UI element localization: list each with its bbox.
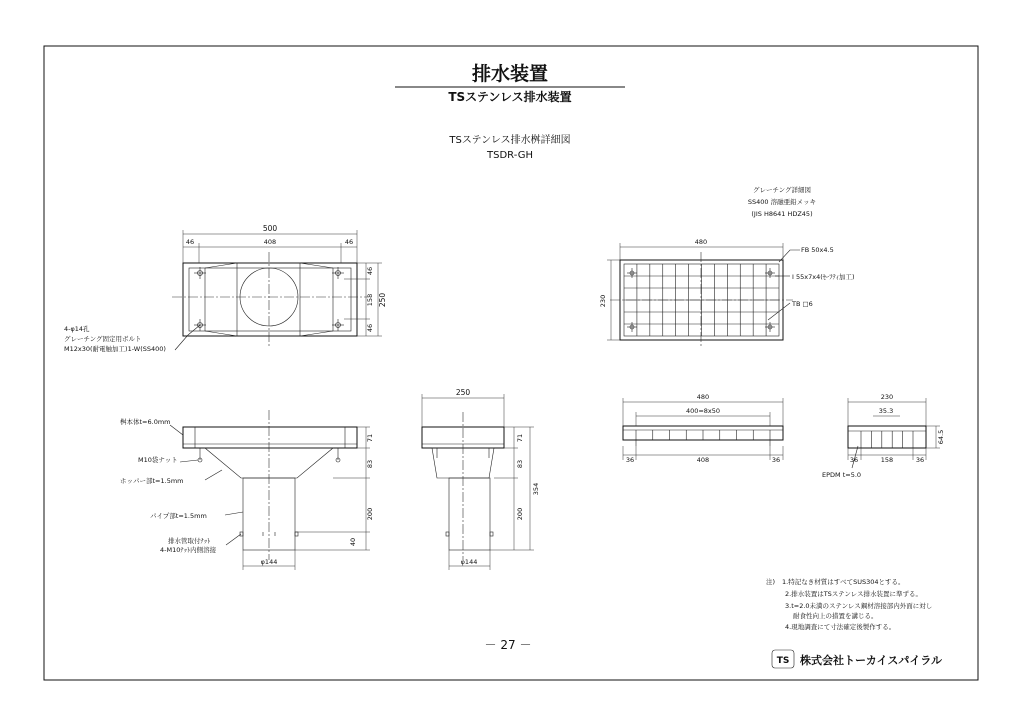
front-label-nut: M10袋ナット — [138, 456, 178, 464]
note-item-4: 4.現地調査にて寸法確定後製作する。 — [785, 623, 896, 631]
drawing-model: TSDR-GH — [487, 150, 533, 161]
grating-side-dim-left: 36 — [849, 456, 859, 464]
plan-view — [64, 224, 387, 353]
grating-side-view — [822, 393, 945, 479]
grating-front-dim-pitch: 400=8x50 — [685, 407, 721, 415]
plan-outer — [183, 263, 357, 336]
company-name: 株式会社トーカイスパイラル — [800, 654, 943, 667]
front-label-weld-2: 4-M10ﾅｯﾄ内側溶接 — [160, 546, 217, 554]
front-label-body: 桝本体t=6.0mm — [120, 418, 171, 426]
grating-side-dim-h: 64.5 — [937, 429, 945, 445]
note-item-1: 1.特記なき材質はすべてSUS304とする。 — [782, 578, 905, 586]
front-label-hopper: ホッパー部t=1.5mm — [120, 477, 184, 485]
grating-standard: (JIS H8641 HDZ45) — [751, 210, 813, 218]
side-dim-dia: φ144 — [460, 558, 478, 566]
plan-dim-top: 46 — [366, 266, 374, 276]
header-title: 排水装置 — [471, 63, 549, 85]
plan-dim-right: 46 — [344, 238, 354, 246]
notes-lead: 注) — [766, 578, 776, 586]
drawing-title: TSステンレス排水桝詳細図 — [449, 135, 571, 146]
plan-dim-height: 250 — [378, 292, 387, 308]
side-dim-71: 71 — [516, 433, 524, 443]
front-view — [120, 410, 374, 570]
side-dim-83: 83 — [516, 459, 524, 469]
grating-side-dim-center: 158 — [880, 456, 894, 464]
side-dim-200: 200 — [516, 507, 524, 521]
front-label-weld-1: 排水管取付ﾅｯﾄ — [168, 537, 211, 545]
grating-front-dim-right: 36 — [771, 456, 781, 464]
grating-side-dim-total: 230 — [880, 393, 894, 401]
plan-note-2: グレーチング固定用ボルト — [64, 335, 142, 343]
side-dim-354: 354 — [532, 482, 540, 496]
side-view — [422, 388, 540, 570]
page-number: － 27 － — [484, 638, 532, 652]
side-dim-width: 250 — [455, 388, 471, 397]
grating-dim-width: 480 — [694, 238, 708, 246]
notes-block — [766, 577, 932, 631]
grating-side-dim-right: 36 — [915, 456, 925, 464]
logo-mark: TS — [776, 656, 790, 666]
front-label-pipe: パイプ部t=1.5mm — [150, 512, 207, 520]
grating-title: グレーチング詳細図 — [752, 186, 812, 194]
grating-front-dim-left: 36 — [625, 456, 635, 464]
plan-dim-bottom: 46 — [366, 323, 374, 333]
plan-note-3: M12x30(耐電触加工)1-W(SS400) — [64, 345, 166, 353]
grating-front-dim-center: 408 — [696, 456, 710, 464]
front-dim-71: 71 — [366, 433, 374, 443]
grating-side-label-epdm: EPDM t=5.0 — [822, 471, 862, 479]
grating-label-fb: FB 50x4.5 — [801, 246, 834, 254]
plan-dim-mid: 158 — [366, 293, 374, 307]
note-item-2: 2.排水装置はTSステンレス排水装置に準ずる。 — [785, 590, 922, 598]
grating-front-view — [623, 393, 783, 464]
header-subtitle: TSステンレス排水装置 — [448, 90, 572, 104]
grating-front-dim-total: 480 — [696, 393, 710, 401]
grating-label-tb: TB □6 — [792, 300, 813, 308]
front-dim-40: 40 — [349, 537, 357, 547]
plan-dim-left: 46 — [185, 238, 195, 246]
grating-detail — [599, 185, 855, 348]
grating-side-dim-pitch: 35.3 — [878, 407, 894, 415]
plan-dim-center: 408 — [263, 238, 277, 246]
company-logo — [772, 650, 794, 668]
grating-label-i: I 55x7x4(ｾｰﾌﾃｨ加工) — [792, 273, 855, 281]
front-dim-200: 200 — [366, 507, 374, 521]
plan-dim-total: 500 — [262, 224, 278, 233]
note-item-3: 3.t=2.0未満のステンレス鋼材溶接部内外面に対し — [785, 602, 933, 610]
plan-note-1: 4-φ14孔 — [64, 325, 90, 333]
grating-dim-height: 230 — [599, 294, 607, 308]
front-dim-dia: φ144 — [260, 558, 278, 566]
grating-spec: SS400 溶融亜鉛メッキ — [747, 198, 817, 206]
front-body — [183, 427, 357, 448]
front-dim-83: 83 — [366, 459, 374, 469]
note-item-3b: 耐食性向上の措置を講じる。 — [793, 612, 878, 620]
